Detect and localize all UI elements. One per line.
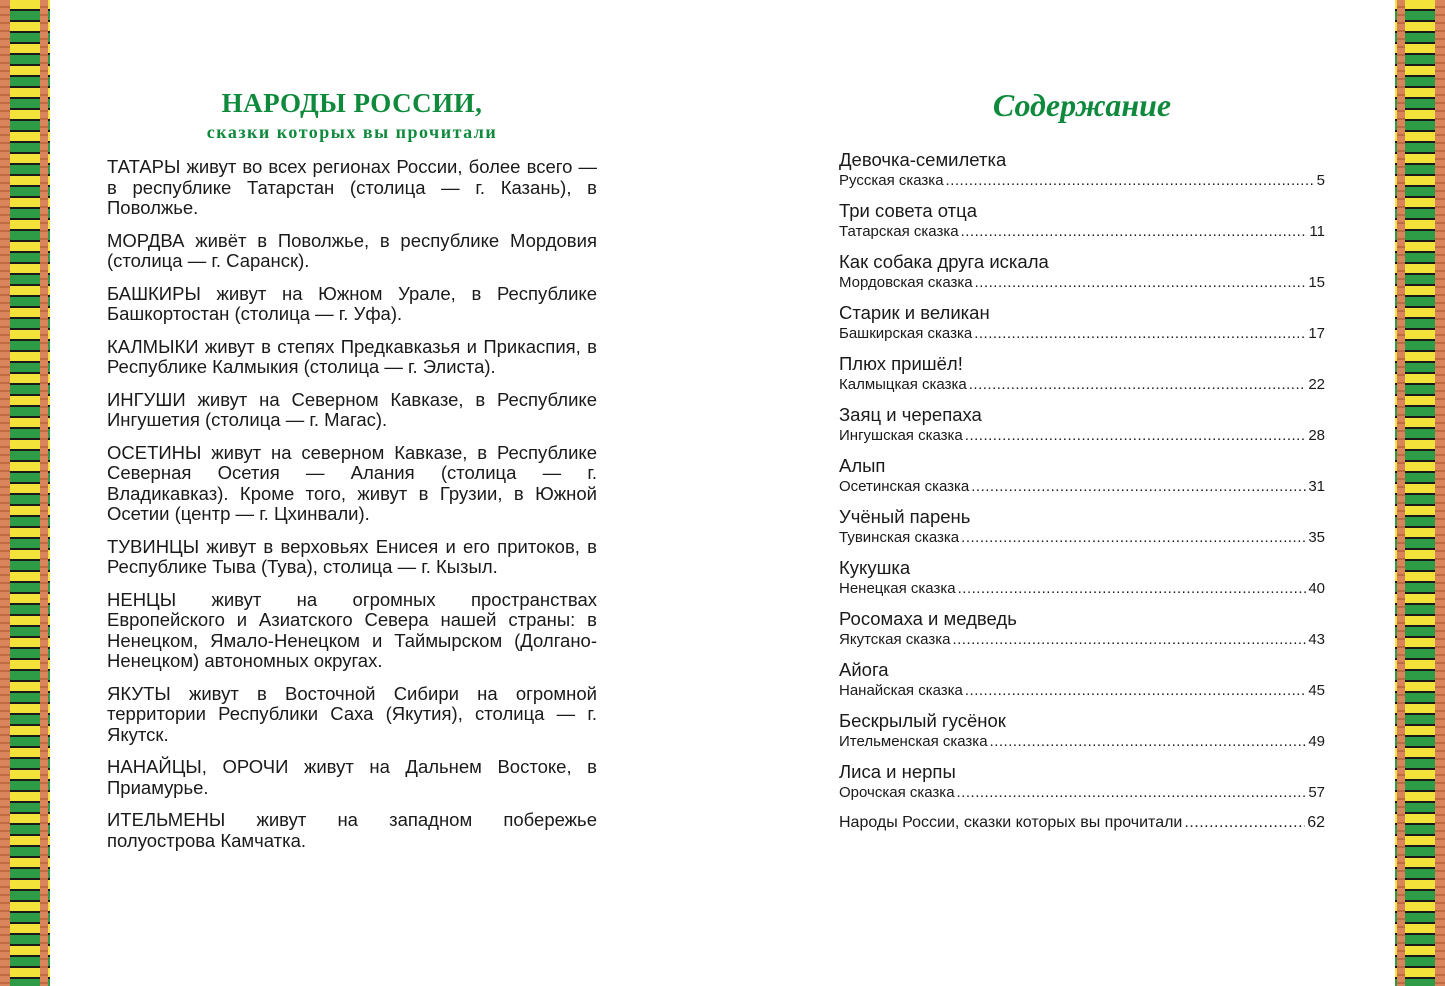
people-entry: ОСЕТИНЫ живут на северном Кавказе, в Республике Северная Осетия — Алания (столица — г. Владикавказ). Кроме того, живут в Грузии, в Южной Осетии (центр — г. Цхинвали). — [107, 441, 597, 524]
toc-item-title: Бескрылый гусёнок — [839, 710, 1006, 731]
people-entry: БАШКИРЫ живут на Южном Урале, в Республике Башкортостан (столица — г. Уфа). — [107, 282, 597, 324]
toc-page-number: 40 — [1308, 580, 1325, 597]
toc-leader-dots — [961, 528, 1306, 548]
toc-item-title: Заяц и черепаха — [839, 404, 982, 425]
toc-item-subtitle: Калмыцкая сказка — [839, 376, 967, 393]
toc-leader-dots — [990, 732, 1307, 752]
toc-item-title: Росомаха и медведь — [839, 608, 1017, 629]
table-of-contents — [839, 85, 1325, 834]
toc-item-subtitle: Русская сказка — [839, 172, 944, 189]
toc-item-subtitle: Нанайская сказка — [839, 682, 963, 699]
left-page — [107, 85, 597, 863]
toc-leader-dots — [961, 222, 1308, 242]
toc-leader-dots — [969, 375, 1307, 395]
toc-item-title: Плюх пришёл! — [839, 353, 963, 374]
toc-item[interactable] — [839, 302, 1325, 344]
toc-item-subtitle: Ингушская сказка — [839, 427, 963, 444]
toc-item-subtitle: Мордовская сказка — [839, 274, 973, 291]
toc-item[interactable] — [839, 353, 1325, 395]
toc-item-title: Алып — [839, 455, 886, 476]
toc-leader-dots — [958, 579, 1307, 599]
toc-item-subtitle: Башкирская сказка — [839, 325, 973, 342]
left-ornamental-border — [0, 0, 50, 986]
toc-title: Содержание — [992, 87, 1172, 123]
toc-leader-dots — [975, 273, 1307, 293]
toc-item-title: Лиса и нерпы — [839, 761, 956, 782]
people-list — [107, 157, 597, 851]
people-entry: ЯКУТЫ живут в Восточной Сибири на огромной территории Республики Саха (Якутия), столица — г. Якутск. — [107, 682, 597, 745]
people-entry: ТУВИНЦЫ живут в верховьях Енисея и его притоков, в Республике Тыва (Тува), столица — г. Кызыл. — [107, 535, 597, 577]
toc-page-number: 22 — [1308, 376, 1325, 393]
toc-item-title: Девочка-семилетка — [839, 149, 1007, 170]
toc-item-peoples-of-russia[interactable] — [839, 812, 1325, 834]
toc-item-title: Айога — [839, 659, 889, 680]
toc-item-subtitle: Тувинская сказка — [839, 529, 960, 546]
toc-item[interactable] — [839, 404, 1325, 446]
people-entry: КАЛМЫКИ живут в степях Предкавказья и Прикаспия, в Республике Калмыкия (столица — г. Элиста). — [107, 335, 597, 377]
people-entry: НАНАЙЦЫ, ОРОЧИ живут на Дальнем Востоке, в Приамурье. — [107, 756, 597, 798]
left-page-title: НАРОДЫ РОССИИ, — [221, 88, 483, 118]
right-ornamental-border — [1395, 0, 1445, 986]
toc-item[interactable] — [839, 557, 1325, 599]
toc-item[interactable] — [839, 149, 1325, 191]
toc-leader-dots — [946, 171, 1315, 191]
toc-item-subtitle: Ительменская сказка — [839, 733, 988, 750]
toc-page-number: 35 — [1308, 529, 1325, 546]
toc-item[interactable] — [839, 608, 1325, 650]
toc-page-number: 5 — [1316, 172, 1325, 189]
toc-page-number: 49 — [1308, 733, 1325, 750]
left-page-subtitle: сказки которых вы прочитали — [206, 122, 498, 142]
people-entry: МОРДВА живёт в Поволжье, в республике Мордовия (столица — г. Саранск). — [107, 229, 597, 271]
toc-item-subtitle: Осетинская сказка — [839, 478, 970, 495]
toc-page-number: 57 — [1308, 784, 1325, 801]
toc-item[interactable] — [839, 710, 1325, 752]
people-entry: ТАТАРЫ живут во всех регионах России, более всего — в республике Татарстан (столица — г. Казань), в Поволжье. — [107, 156, 597, 218]
toc-leader-dots — [1184, 812, 1305, 834]
toc-item-title: Три совета отца — [839, 200, 978, 221]
toc-leader-dots — [965, 426, 1307, 446]
toc-page-number: 45 — [1308, 682, 1325, 699]
toc-item[interactable] — [839, 506, 1325, 548]
toc-item-subtitle: Ненецкая сказка — [839, 580, 956, 597]
toc-page-number: 15 — [1308, 274, 1325, 291]
toc-leader-dots — [971, 477, 1306, 497]
toc-item[interactable] — [839, 251, 1325, 293]
toc-page-number: 11 — [1309, 223, 1325, 240]
toc-item[interactable] — [839, 200, 1325, 242]
toc-item-title: Старик и великан — [839, 302, 990, 323]
toc-item-subtitle: Татарская сказка — [839, 223, 959, 240]
toc-leader-dots — [965, 681, 1306, 701]
toc-page-number: 62 — [1307, 814, 1325, 831]
toc-page-number: 31 — [1308, 478, 1325, 495]
toc-item[interactable] — [839, 455, 1325, 497]
toc-item-title: Кукушка — [839, 557, 911, 578]
toc-item-title: Народы России, сказки которых вы прочитали — [839, 814, 1183, 831]
toc-page-number: 28 — [1308, 427, 1325, 444]
people-entry: ИНГУШИ живут на Северном Кавказе, в Республике Ингушетия (столица — г. Магас). — [107, 388, 597, 430]
toc-page-number: 17 — [1308, 325, 1325, 342]
people-entry: ИТЕЛЬМЕНЫ живут на западном побережье полуострова Камчатка. — [107, 809, 597, 851]
toc-item-title: Учёный парень — [839, 506, 971, 527]
toc-page-number: 43 — [1308, 631, 1325, 648]
toc-leader-dots — [952, 630, 1306, 650]
people-entry: НЕНЦЫ живут на огромных пространствах Европейского и Азиатского Севера нашей страны: в Ненецком, Ямало-Ненецком и Таймырском (Долгано-Ненецком) автономных округах. — [107, 588, 597, 671]
toc-item-title: Как собака друга искала — [839, 251, 1049, 272]
toc-leader-dots — [974, 324, 1306, 344]
toc-leader-dots — [957, 783, 1307, 803]
toc-item[interactable] — [839, 659, 1325, 701]
toc-item[interactable] — [839, 761, 1325, 803]
toc-item-subtitle: Орочская сказка — [839, 784, 955, 801]
toc-item-subtitle: Якутская сказка — [839, 631, 951, 648]
